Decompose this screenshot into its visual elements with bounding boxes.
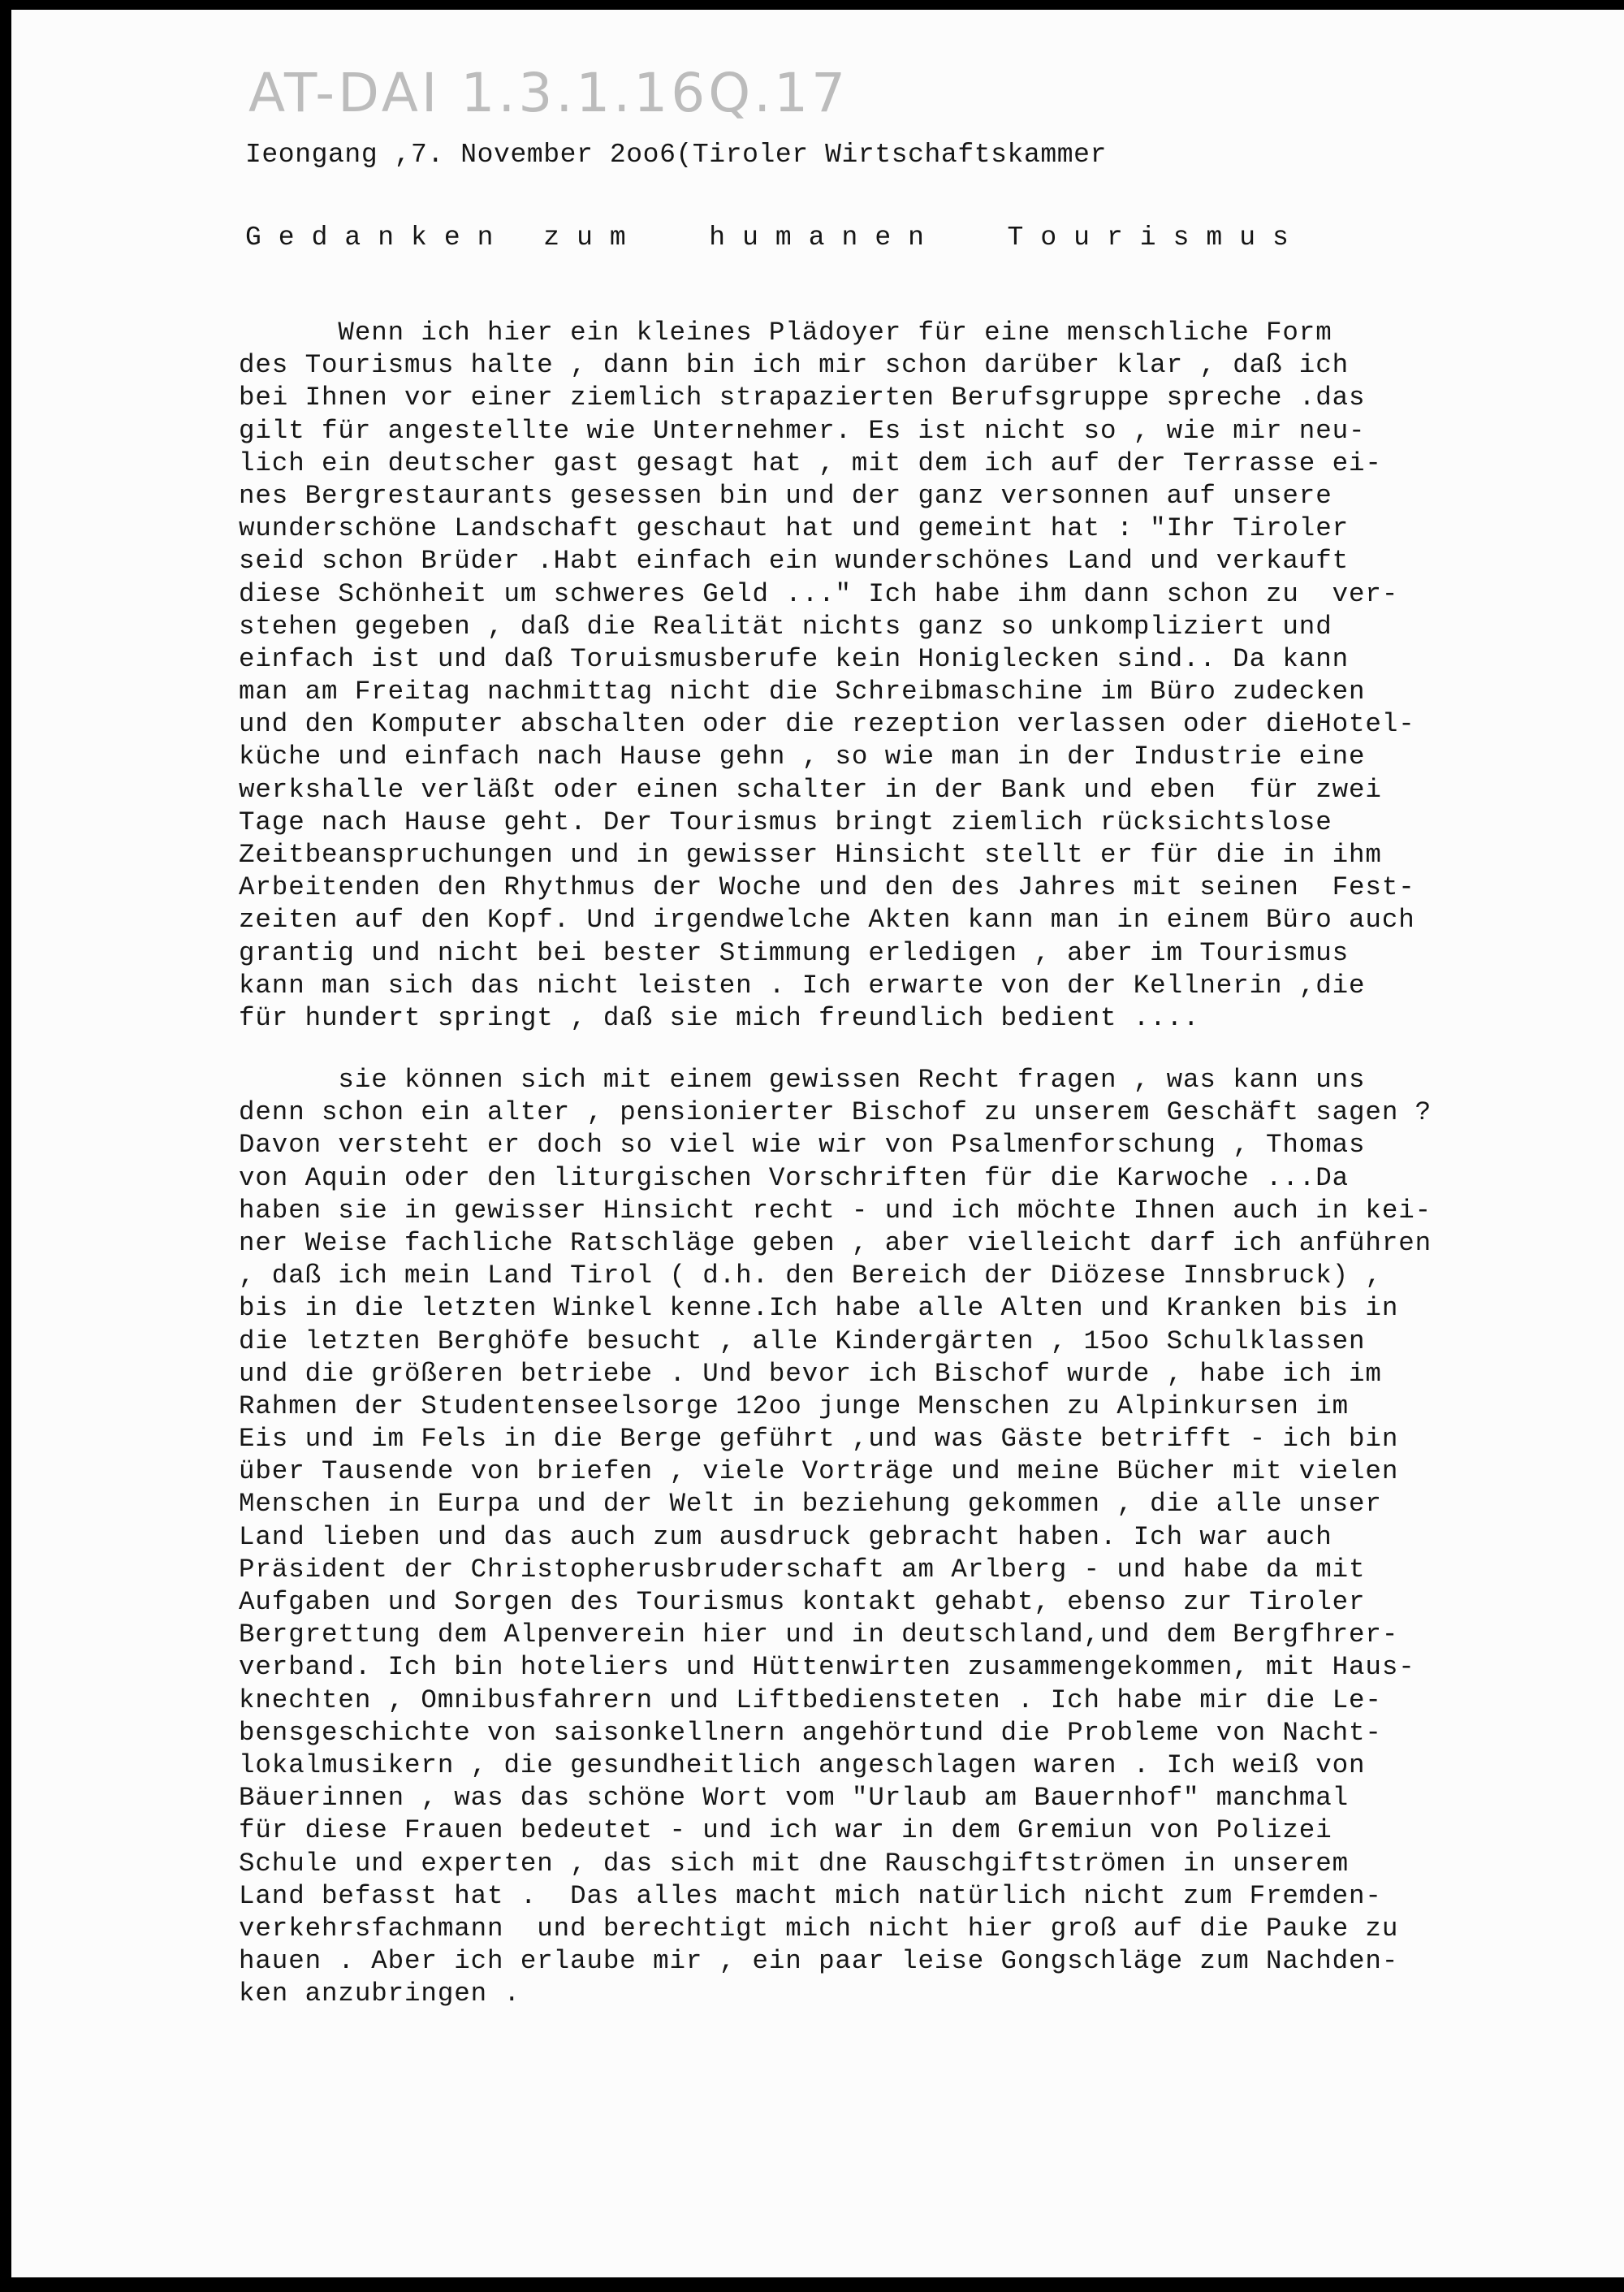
text-line: Menschen in Eurpa und der Welt in beziehung gekommen , die alle unser: [239, 1489, 1382, 1520]
text-line: von Aquin oder den liturgischen Vorschriften für die Karwoche ...Da: [239, 1162, 1350, 1193]
text-line: Rahmen der Studentenseelsorge 12oo junge Menschen zu Alpinkursen im: [239, 1390, 1350, 1421]
document-page: [11, 10, 1624, 2277]
text-line: zeiten auf den Kopf. Und irgendwelche Akten kann man in einem Büro auch: [239, 905, 1415, 936]
text-line: seid schon Brüder .Habt einfach ein wunderschönes Land und verkauft: [239, 546, 1350, 577]
text-line: Davon versteht er doch so viel wie wir von Psalmenforschung , Thomas: [239, 1130, 1366, 1161]
text-line: des Tourismus halte , dann bin ich mir schon darüber klar , daß ich: [239, 350, 1350, 381]
text-line: Land lieben und das auch zum ausdruck gebracht haben. Ich war auch: [239, 1521, 1332, 1552]
text-line: hauen . Aber ich erlaube mir , ein paar leise Gongschläge zum Nachden-: [239, 1946, 1399, 1977]
text-line: Bergrettung dem Alpenverein hier und in deutschland,und dem Bergfhrer-: [239, 1620, 1399, 1650]
text-line: Tage nach Hause geht. Der Tourismus bringt ziemlich rücksichtslose: [239, 807, 1332, 837]
text-line: knechten , Omnibusfahrern und Liftbediensteten . Ich habe mir die Le-: [239, 1684, 1382, 1715]
document-title: G e d a n k e n z u m h u m a n e n T o u r i s m u s: [245, 223, 1289, 253]
text-line: wunderschöne Landschaft geschaut hat und gemeint hat : "Ihr Tiroler: [239, 513, 1350, 544]
text-line: lokalmusikern , die gesundheitlich angeschlagen waren . Ich weiß von: [239, 1749, 1366, 1780]
text-line: Wenn ich hier ein kleines Plädoyer für eine menschliche Form: [239, 318, 1332, 348]
text-line: die letzten Berghöfe besucht , alle Kindergärten , 15oo Schulklassen: [239, 1325, 1366, 1356]
date-line: Ieongang ,7. November 2oo6(Tiroler Wirtschaftskammer: [245, 140, 1107, 170]
paragraph-2: [239, 1064, 1432, 2010]
text-line: kann man sich das nicht leisten . Ich erwarte von der Kellnerin ,die: [239, 970, 1366, 1001]
text-line: ner Weise fachliche Ratschläge geben , aber vielleicht darf ich anführen: [239, 1227, 1432, 1258]
text-line: stehen gegeben , daß die Realität nichts ganz so unkompliziert und: [239, 611, 1332, 642]
text-line: ken anzubringen .: [239, 1978, 520, 2009]
text-line: Land befasst hat . Das alles macht mich natürlich nicht zum Fremden-: [239, 1880, 1382, 1911]
text-line: Bäuerinnen , was das schöne Wort vom "Urlaub am Bauernhof" manchmal: [239, 1783, 1350, 1814]
text-line: und den Komputer abschalten oder die rezeption verlassen oder dieHotel-: [239, 709, 1415, 740]
paragraph-1: [239, 317, 1415, 1035]
text-line: Zeitbeanspruchungen und in gewisser Hinsicht stellt er für die in ihm: [239, 840, 1382, 870]
text-line: bensgeschichte von saisonkellnern angehörtund die Probleme von Nacht-: [239, 1717, 1382, 1748]
text-line: verkehrsfachmann und berechtigt mich nicht hier groß auf die Pauke zu: [239, 1913, 1399, 1944]
text-line: verband. Ich bin hoteliers und Hüttenwirten zusammengekommen, mit Haus-: [239, 1652, 1415, 1683]
text-line: Aufgaben und Sorgen des Tourismus kontakt gehabt, ebenso zur Tiroler: [239, 1587, 1366, 1617]
text-line: nes Bergrestaurants gesessen bin und der ganz versonnen auf unsere: [239, 480, 1332, 511]
text-line: diese Schönheit um schweres Geld ..." Ich habe ihm dann schon zu ver-: [239, 578, 1399, 609]
text-line: für hundert springt , daß sie mich freundlich bedient ....: [239, 1002, 1200, 1033]
text-line: , daß ich mein Land Tirol ( d.h. den Bereich der Diözese Innsbruck) ,: [239, 1261, 1382, 1291]
text-line: über Tausende von briefen , viele Vorträge und meine Bücher mit vielen: [239, 1456, 1399, 1487]
text-line: für diese Frauen bedeutet - und ich war in dem Gremiun von Polizei: [239, 1815, 1332, 1846]
text-line: gilt für angestellte wie Unternehmer. Es ist nicht so , wie mir neu-: [239, 415, 1366, 446]
text-line: man am Freitag nachmittag nicht die Schreibmaschine im Büro zudecken: [239, 677, 1366, 707]
text-line: haben sie in gewisser Hinsicht recht - und ich möchte Ihnen auch in kei-: [239, 1195, 1432, 1226]
text-line: denn schon ein alter , pensionierter Bischof zu unserem Geschäft sagen ?: [239, 1097, 1432, 1128]
text-line: küche und einfach nach Hause gehn , so wie man in der Industrie eine: [239, 742, 1366, 772]
text-line: grantig und nicht bei bester Stimmung erledigen , aber im Tourismus: [239, 937, 1350, 968]
archive-reference-handwritten: AT-DAI 1.3.1.16Q.17: [248, 62, 849, 124]
text-line: werkshalle verläßt oder einen schalter in der Bank und eben für zwei: [239, 774, 1382, 805]
text-line: Eis und im Fels in die Berge geführt ,und was Gäste betrifft - ich bin: [239, 1424, 1399, 1455]
text-line: lich ein deutscher gast gesagt hat , mit dem ich auf der Terrasse ei-: [239, 448, 1382, 478]
text-line: bis in die letzten Winkel kenne.Ich habe alle Alten und Kranken bis in: [239, 1293, 1399, 1324]
text-line: Präsident der Christopherusbruderschaft am Arlberg - und habe da mit: [239, 1554, 1366, 1585]
text-line: Arbeitenden den Rhythmus der Woche und den des Jahres mit seinen Fest-: [239, 872, 1415, 903]
text-line: bei Ihnen vor einer ziemlich strapazierten Berufsgruppe spreche .das: [239, 383, 1366, 413]
text-line: einfach ist und daß Toruismusberufe kein Honiglecken sind.. Da kann: [239, 643, 1350, 674]
text-line: Schule und experten , das sich mit dne Rauschgiftströmen in unserem: [239, 1848, 1350, 1879]
text-line: und die größeren betriebe . Und bevor ich Bischof wurde , habe ich im: [239, 1358, 1382, 1389]
text-line: sie können sich mit einem gewissen Recht fragen , was kann uns: [239, 1065, 1366, 1095]
